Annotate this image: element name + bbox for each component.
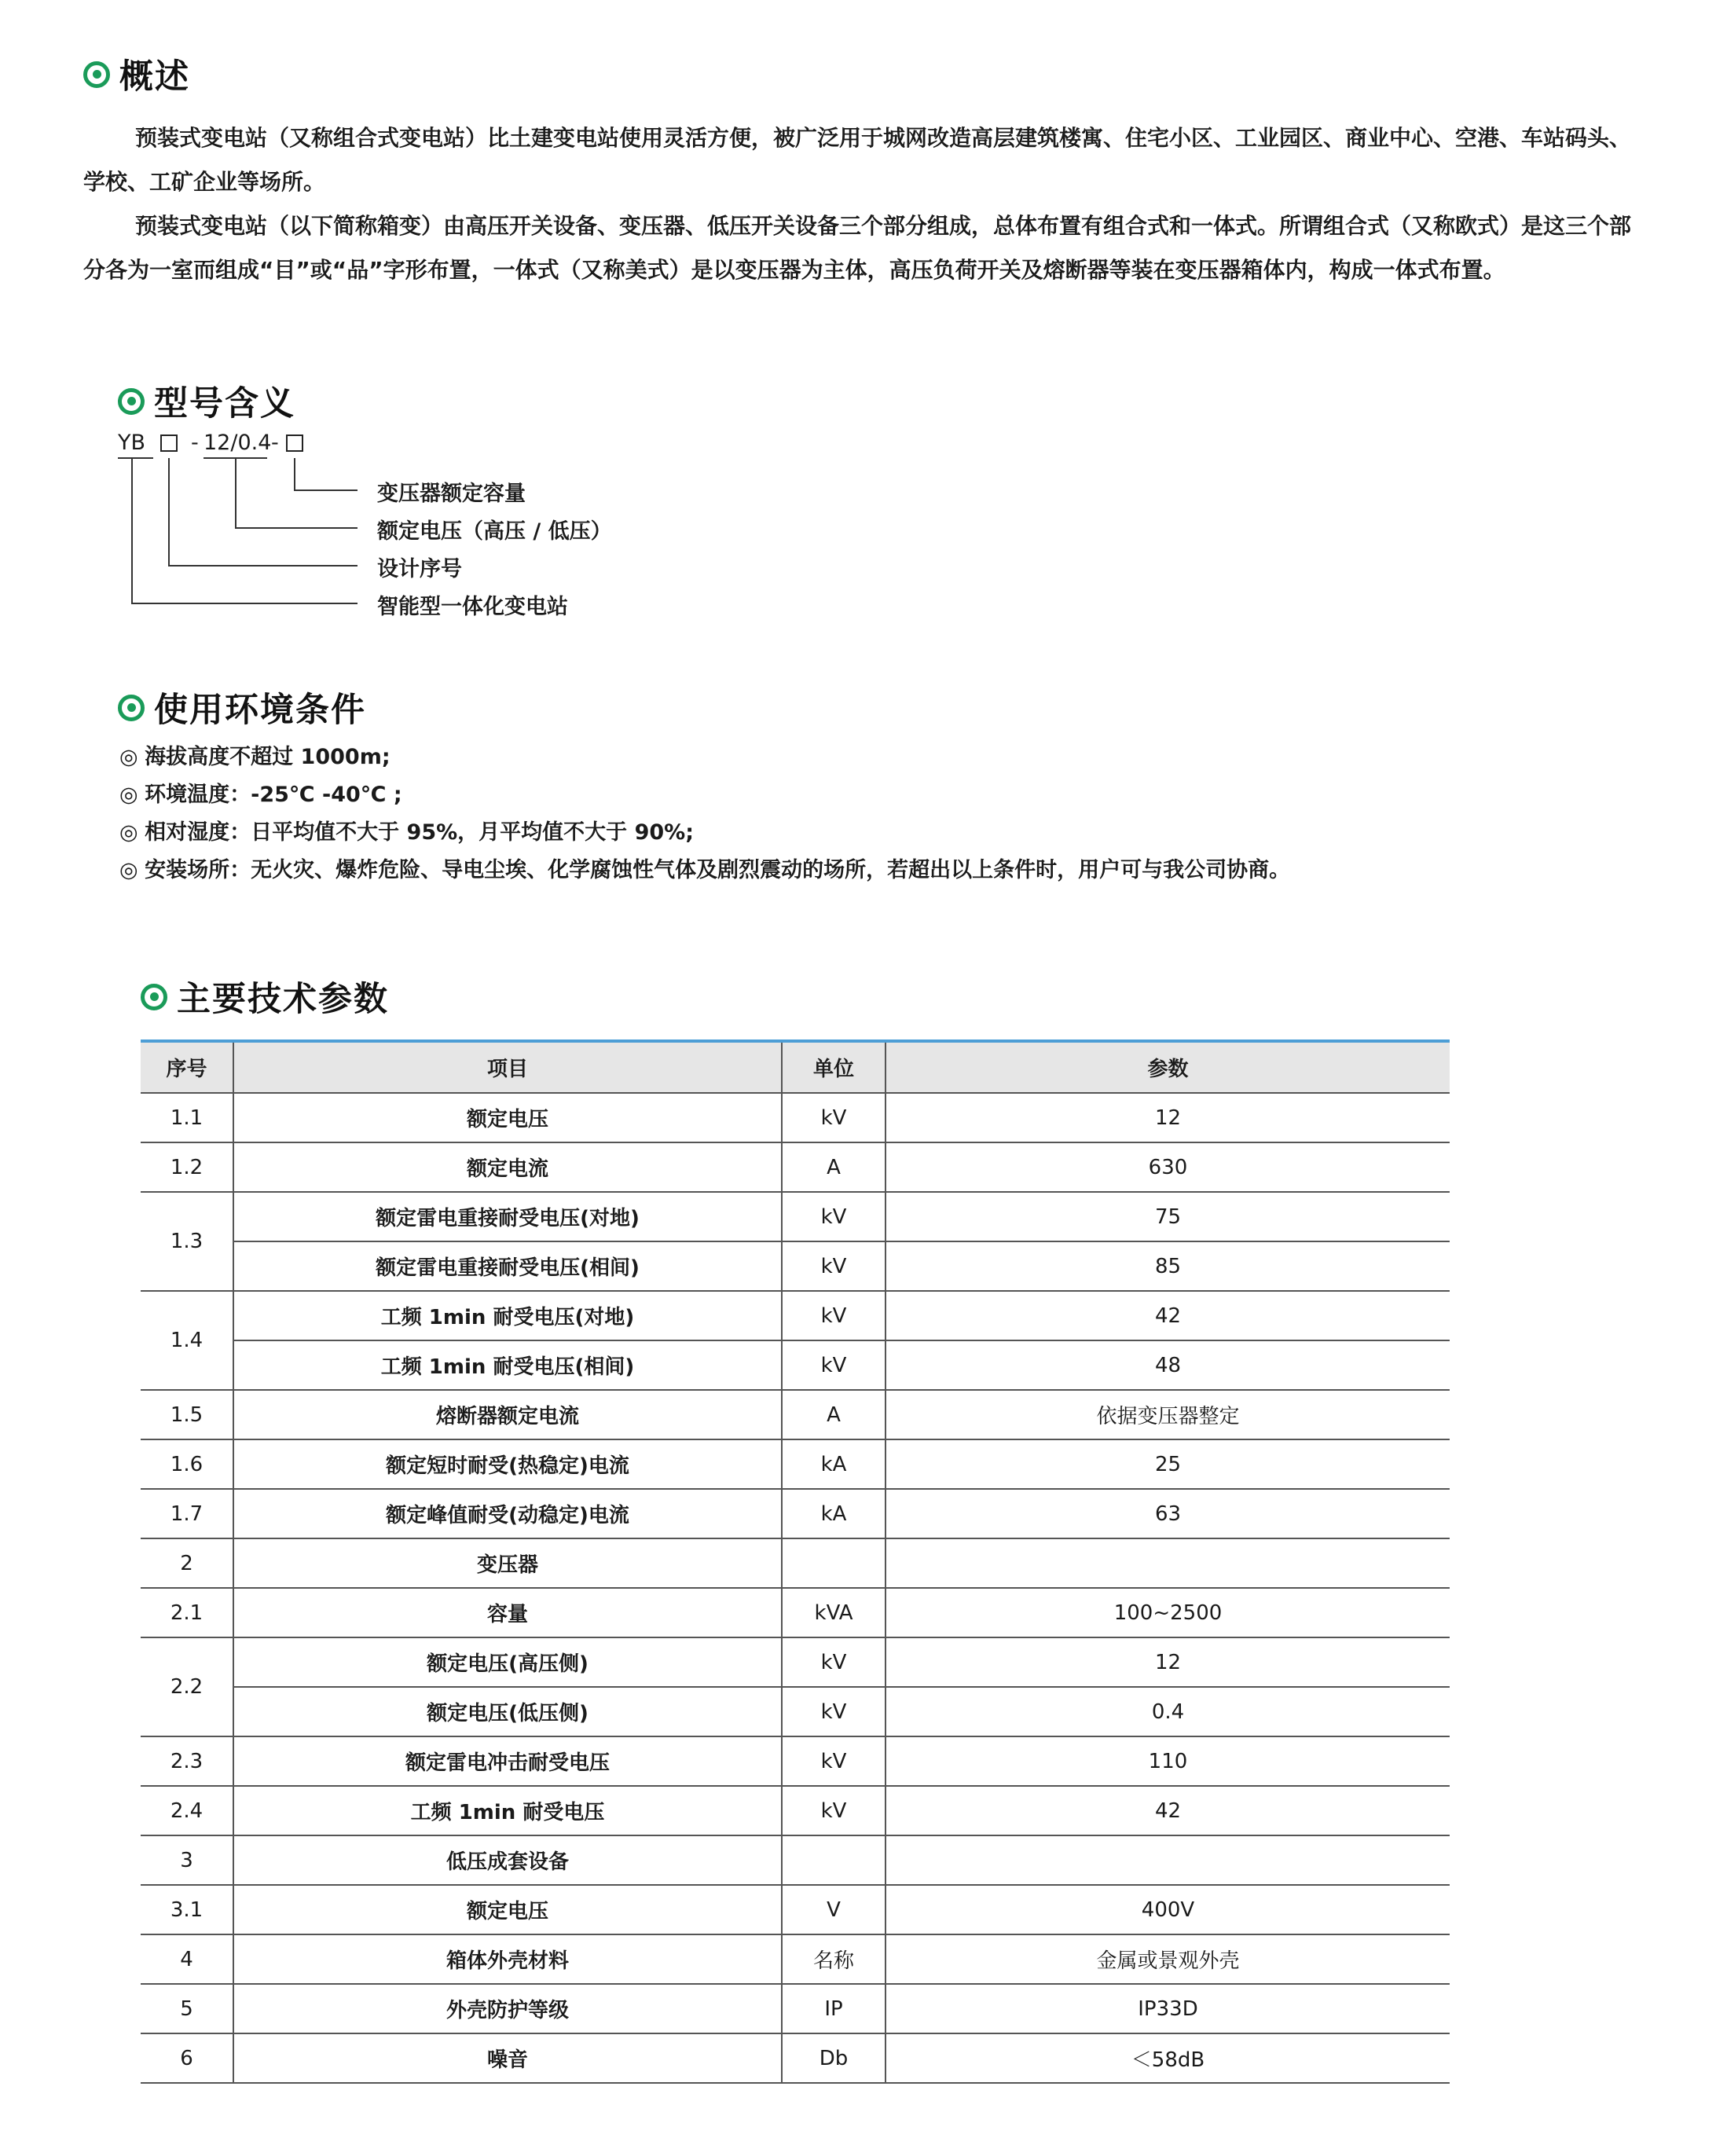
cell-no: 1.4 (141, 1291, 233, 1390)
header-no: 序号 (141, 1041, 233, 1093)
cell-item: 熔断器额定电流 (233, 1390, 782, 1439)
table-row (141, 1687, 1450, 1736)
table-row (141, 1390, 1450, 1439)
header-value: 参数 (886, 1041, 1450, 1093)
cell-item: 工频 1min 耐受电压 (233, 1786, 782, 1835)
cell-item: 额定雷电重接耐受电压(相间) (233, 1241, 782, 1291)
cell-item: 额定雷电冲击耐受电压 (233, 1736, 782, 1786)
cell-no: 6 (141, 2033, 233, 2083)
cell-no: 1.5 (141, 1390, 233, 1439)
cell-item: 额定短时耐受(热稳定)电流 (233, 1439, 782, 1489)
cell-unit: kV (782, 1736, 886, 1786)
cell-unit: 名称 (782, 1934, 886, 1984)
table-row (141, 1885, 1450, 1934)
cell-unit (782, 1538, 886, 1588)
cell-item: 额定电压 (233, 1885, 782, 1934)
list-item: ◎ 安装场所：无火灾、爆炸危险、导电尘埃、化学腐蚀性气体及剧烈震动的场所，若超出以上条件时，用户可与我公司协商。 (119, 852, 1290, 889)
cell-item: 额定电流 (233, 1142, 782, 1192)
model-label-capacity: 变压器额定容量 (377, 482, 526, 506)
cell-unit: kV (782, 1340, 886, 1390)
cell-unit: A (782, 1142, 886, 1192)
cell-unit: kV (782, 1637, 886, 1687)
table-row (141, 1093, 1450, 1142)
cell-unit: V (782, 1885, 886, 1934)
cell-no: 2 (141, 1538, 233, 1588)
table-row (141, 2033, 1450, 2083)
list-item: ◎ 环境温度：-25℃ -40℃ ; (119, 776, 1290, 814)
cell-unit: A (782, 1390, 886, 1439)
cell-value (886, 1538, 1450, 1588)
list-item: ◎ 海拔高度不超过 1000m; (119, 739, 1290, 776)
cell-no: 1.6 (141, 1439, 233, 1489)
cell-value: 12 (886, 1637, 1450, 1687)
table-row (141, 1142, 1450, 1192)
cell-value: 42 (886, 1786, 1450, 1835)
target-bullet-icon (141, 984, 167, 1010)
table-row (141, 1736, 1450, 1786)
model-code-voltage: 12/0.4 (204, 431, 272, 455)
cell-value: 12 (886, 1093, 1450, 1142)
overview-title: 概述 (119, 57, 190, 97)
cell-unit: kVA (782, 1588, 886, 1637)
table-row (141, 1786, 1450, 1835)
cell-value: 630 (886, 1142, 1450, 1192)
model-code-sep-1: - (191, 431, 199, 455)
list-item: ◎ 相对湿度：日平均值不大于 95%，月平均值不大于 90%; (119, 814, 1290, 852)
environment-heading (118, 684, 366, 732)
cell-value: 0.4 (886, 1687, 1450, 1736)
cell-item: 额定雷电重接耐受电压(对地) (233, 1192, 782, 1241)
cell-value: 75 (886, 1192, 1450, 1241)
cell-value: 依据变压器整定 (886, 1390, 1450, 1439)
model-code-sep-2: - (271, 431, 279, 455)
cell-no: 4 (141, 1934, 233, 1984)
cell-no: 1.7 (141, 1489, 233, 1538)
cell-unit: kA (782, 1439, 886, 1489)
cell-value: IP33D (886, 1984, 1450, 2033)
cell-value: 110 (886, 1736, 1450, 1786)
cell-no: 2.4 (141, 1786, 233, 1835)
overview-paragraph-2: 预装式变电站（以下简称箱变）由高压开关设备、变压器、低压开关设备三个部分组成，总体布置有组合式和一体式。所谓组合式（又称欧式）是这三个部分各为一室而组成“目”或“品”字形布置，一体式（又称美式）是以变压器为主体，高压负荷开关及熔断器等装在变压器箱体内，构成一体式布置。 (83, 213, 1632, 283)
cell-item: 容量 (233, 1588, 782, 1637)
cell-no: 2.1 (141, 1588, 233, 1637)
cell-value: 85 (886, 1241, 1450, 1291)
cell-value: 金属或景观外壳 (886, 1934, 1450, 1984)
cell-unit (782, 1835, 886, 1885)
model-label-type: 智能型一体化变电站 (377, 595, 568, 619)
params-heading (141, 973, 389, 1021)
cell-item: 工频 1min 耐受电压(对地) (233, 1291, 782, 1340)
table-row (141, 1439, 1450, 1489)
cell-unit: Db (782, 2033, 886, 2083)
table-row (141, 1588, 1450, 1637)
params-table (141, 1040, 1450, 2084)
cell-value: 42 (886, 1291, 1450, 1340)
table-row (141, 1637, 1450, 1687)
cell-unit: kV (782, 1093, 886, 1142)
target-bullet-icon (118, 695, 145, 721)
cell-unit: kV (782, 1291, 886, 1340)
cell-no: 2.3 (141, 1736, 233, 1786)
environment-list (119, 739, 1290, 889)
table-row (141, 1984, 1450, 2033)
cell-value: 25 (886, 1439, 1450, 1489)
cell-value: 48 (886, 1340, 1450, 1390)
cell-item: 噪音 (233, 2033, 782, 2083)
header-item: 项目 (233, 1041, 782, 1093)
table-row (141, 1934, 1450, 1984)
cell-unit: IP (782, 1984, 886, 2033)
cell-no: 5 (141, 1984, 233, 2033)
environment-title: 使用环境条件 (154, 691, 366, 730)
table-row (141, 1192, 1450, 1241)
model-title: 型号含义 (154, 384, 295, 424)
cell-unit: kA (782, 1489, 886, 1538)
model-label-voltage: 额定电压（高压 / 低压） (377, 519, 612, 544)
cell-item: 额定峰值耐受(动稳定)电流 (233, 1489, 782, 1538)
model-label-design: 设计序号 (377, 557, 462, 581)
header-unit: 单位 (782, 1041, 886, 1093)
cell-value: 400V (886, 1885, 1450, 1934)
table-row (141, 1340, 1450, 1390)
cell-item: 额定电压 (233, 1093, 782, 1142)
cell-no: 1.1 (141, 1093, 233, 1142)
cell-no: 3.1 (141, 1885, 233, 1934)
table-row (141, 1538, 1450, 1588)
params-title: 主要技术参数 (177, 980, 389, 1019)
overview-paragraph-1: 预装式变电站（又称组合式变电站）比土建变电站使用灵活方便，被广泛用于城网改造高层建筑楼寓、住宅小区、工业园区、商业中心、空港、车站码头、学校、工矿企业等场所。 (83, 125, 1632, 195)
cell-item: 额定电压(低压侧) (233, 1687, 782, 1736)
cell-no: 1.3 (141, 1192, 233, 1291)
cell-value: 100~2500 (886, 1588, 1450, 1637)
table-row (141, 1489, 1450, 1538)
cell-unit: kV (782, 1687, 886, 1736)
cell-item: 额定电压(高压侧) (233, 1637, 782, 1687)
cell-no: 1.2 (141, 1142, 233, 1192)
cell-unit: kV (782, 1241, 886, 1291)
table-row (141, 1835, 1450, 1885)
params-body (141, 1093, 1450, 2083)
cell-item: 变压器 (233, 1538, 782, 1588)
cell-item: 低压成套设备 (233, 1835, 782, 1885)
cell-unit: kV (782, 1786, 886, 1835)
cell-item: 箱体外壳材料 (233, 1934, 782, 1984)
cell-item: 外壳防护等级 (233, 1984, 782, 2033)
model-code-prefix: YB (118, 431, 146, 455)
cell-item: 工频 1min 耐受电压(相间) (233, 1340, 782, 1390)
table-row (141, 1241, 1450, 1291)
cell-no: 2.2 (141, 1637, 233, 1736)
cell-unit: kV (782, 1192, 886, 1241)
table-row (141, 1291, 1450, 1340)
cell-no: 3 (141, 1835, 233, 1885)
cell-value: 63 (886, 1489, 1450, 1538)
table-header-row (141, 1041, 1450, 1093)
cell-value (886, 1835, 1450, 1885)
cell-value: ＜58dB (886, 2033, 1450, 2083)
